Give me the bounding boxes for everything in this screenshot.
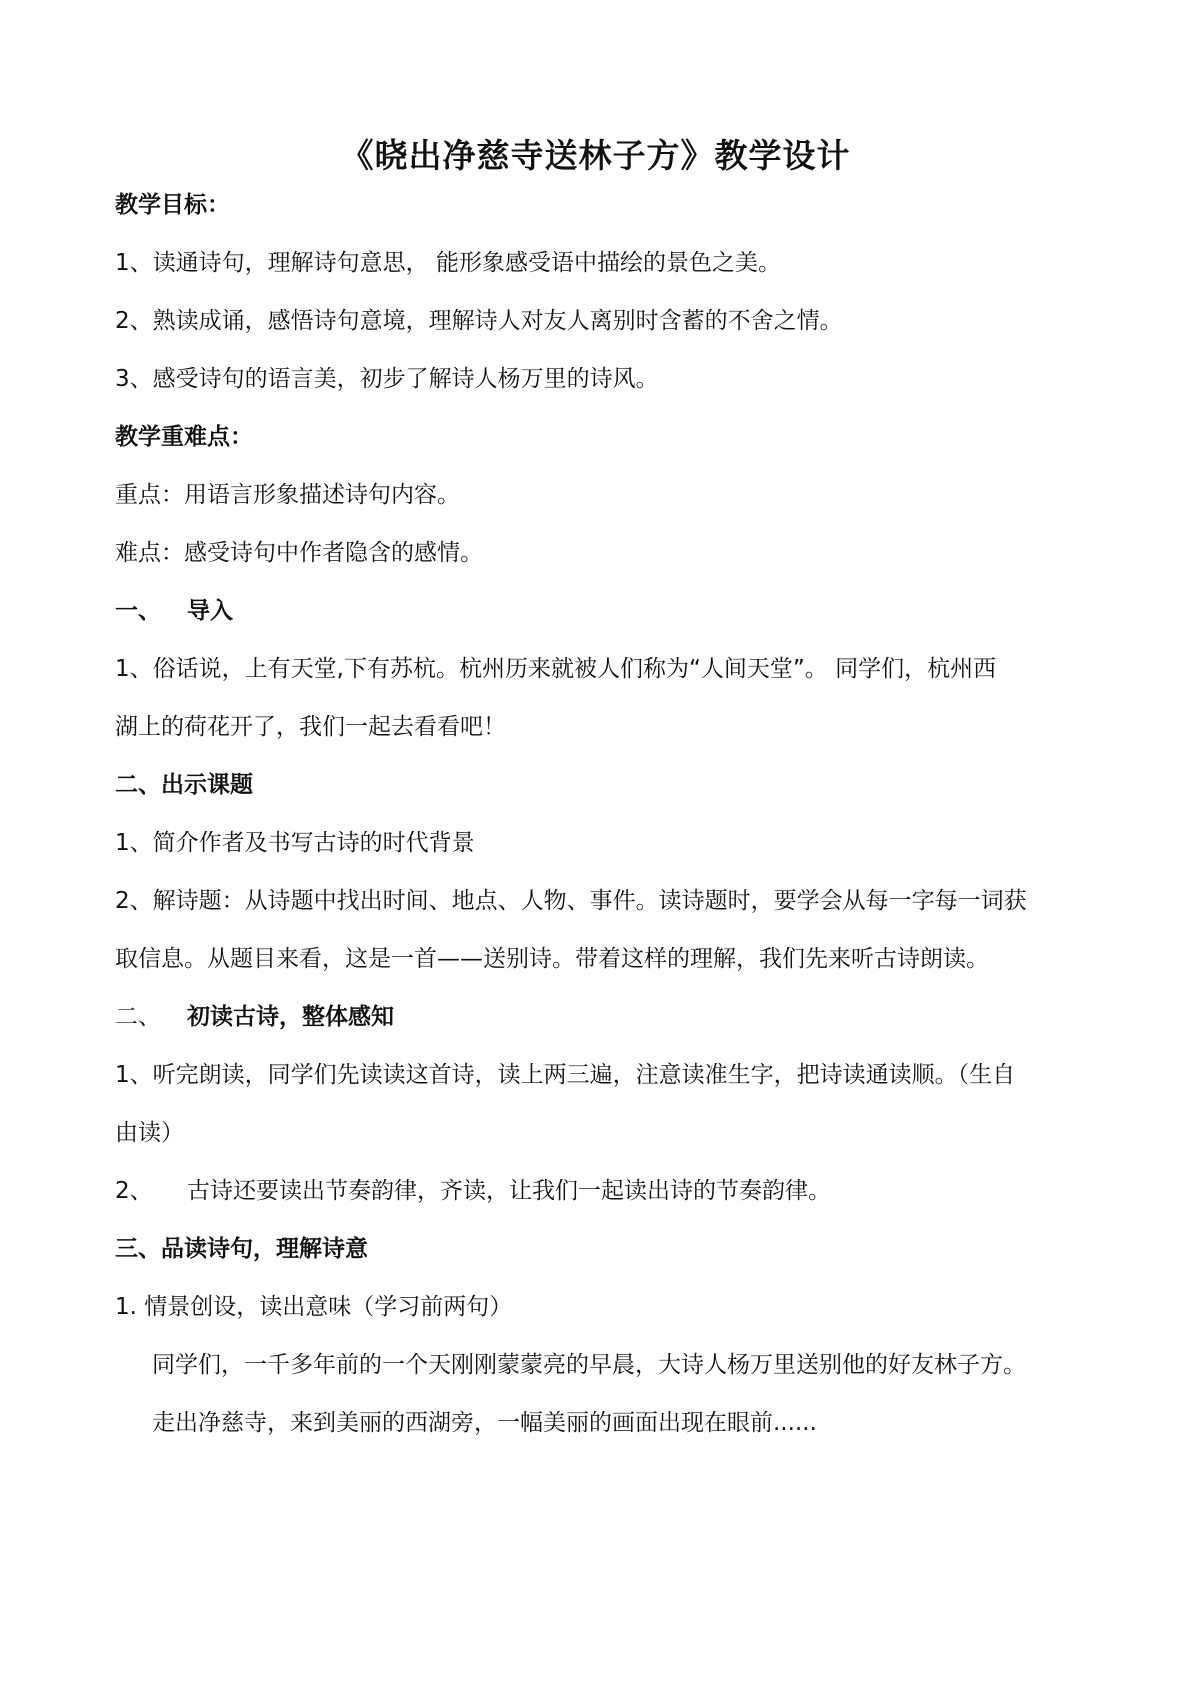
goals-heading: 教学目标： [115, 192, 230, 218]
goal-item-2: 2、熟读成诵，感悟诗句意境，理解诗人对友人离别时含蓄的不舍之情。 [115, 308, 843, 334]
section-4-paragraph-line-2: 走出净慈寺，来到美丽的西湖旁，一幅美丽的画面出现在眼前...... [152, 1410, 817, 1436]
section-3-item-2-text: 古诗还要读出节奏韵律，齐读，让我们一起读出诗的节奏韵律。 [187, 1178, 831, 1204]
section-3-item-2 [115, 1174, 1075, 1208]
section-1-line-1: 1、俗话说，上有天堂,下有苏杭。杭州历来就被人们称为“人间天堂”。 同学们，杭州西 [115, 656, 997, 682]
section-1-title: 导入 [187, 598, 233, 624]
section-1-number: 一、 [115, 598, 161, 624]
section-2-line-1: 1、简介作者及书写古诗的时代背景 [115, 830, 475, 856]
section-4-heading: 三、品读诗句，理解诗意 [115, 1236, 368, 1262]
section-1-heading [115, 594, 1075, 628]
key-points-heading: 教学重难点： [115, 424, 253, 450]
difficult-point: 难点：感受诗句中作者隐含的感情。 [115, 540, 483, 566]
key-point: 重点：用语言形象描述诗句内容。 [115, 482, 460, 508]
goal-item-3: 3、感受诗句的语言美，初步了解诗人杨万里的诗风。 [115, 366, 659, 392]
section-4-paragraph-line-1: 同学们，一千多年前的一个天刚刚蒙蒙亮的早晨，大诗人杨万里送别他的好友林子方。 [152, 1352, 1026, 1378]
section-3-item-2-number: 2、 [115, 1178, 153, 1204]
section-3-number: 二、 [115, 1004, 161, 1030]
section-3-line-1: 1、听完朗读，同学们先读读这首诗，读上两三遍，注意读准生字，把诗读通读顺。（生自 [115, 1062, 1016, 1088]
section-4-item-1: 1. 情景创设，读出意味（学习前两句） [115, 1294, 513, 1320]
section-3-line-2: 由读） [115, 1120, 184, 1146]
section-2-heading: 二、出示课题 [115, 772, 253, 798]
section-2-line-3: 取信息。从题目来看，这是一首——送别诗。带着这样的理解，我们先来听古诗朗读。 [115, 946, 989, 972]
section-3-title: 初读古诗，整体感知 [187, 1004, 394, 1030]
section-1-line-2: 湖上的荷花开了，我们一起去看看吧！ [115, 714, 506, 740]
goal-item-1: 1、读通诗句，理解诗句意思， 能形象感受语中描绘的景色之美。 [115, 250, 781, 276]
document-title: 《晓出净慈寺送林子方》教学设计 [340, 136, 851, 175]
section-2-line-2: 2、解诗题：从诗题中找出时间、地点、人物、事件。读诗题时，要学会从每一字每一词获 [115, 888, 1027, 914]
section-3-heading [115, 1000, 1075, 1034]
